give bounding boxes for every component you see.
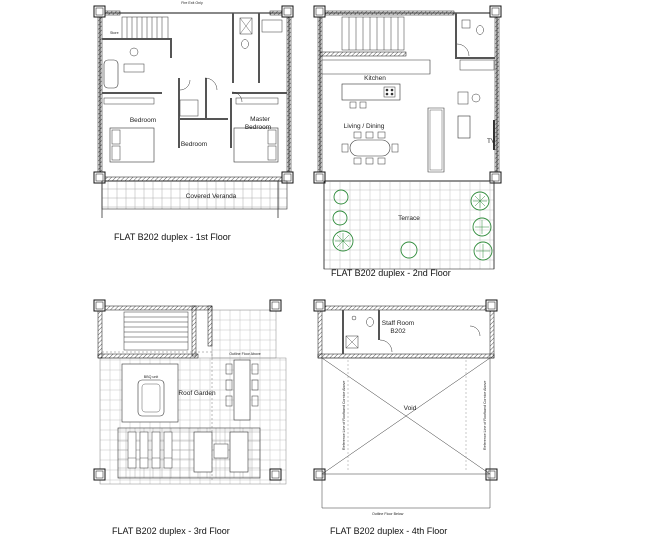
staff-room-code-label: B202 xyxy=(390,328,406,335)
caption-floor-2: FLAT B202 duplex - 2nd Floor xyxy=(331,268,451,278)
master-bedroom-label-2: Bedroom xyxy=(244,124,272,131)
bbq-unit-label: BBQ unit xyxy=(143,375,159,379)
veranda-label: Covered Veranda xyxy=(185,193,237,200)
reference-line-right-label: Reference Line of Roofband Cornice Above xyxy=(483,380,487,450)
bedroom-mid-label: Bedroom xyxy=(180,141,208,148)
floor-4-plan xyxy=(314,300,497,516)
floor-1-plan xyxy=(94,1,293,218)
staff-room-label: Staff Room xyxy=(381,320,415,327)
caption-floor-3: FLAT B202 duplex - 3rd Floor xyxy=(112,526,230,536)
fire-exit-label: Fire Exit Only xyxy=(181,1,203,5)
store-label: Store xyxy=(110,31,119,35)
floor-2-plan xyxy=(314,6,501,269)
terrace-label: Terrace xyxy=(398,215,420,222)
kitchen-label: Kitchen xyxy=(364,75,386,82)
caption-floor-1: FLAT B202 duplex - 1st Floor xyxy=(114,232,231,242)
caption-floor-4: FLAT B202 duplex - 4th Floor xyxy=(330,526,448,536)
master-bedroom-label-1: Master xyxy=(250,116,270,123)
reference-line-left-label: Reference Line of Roofband Cornice Above xyxy=(342,380,346,450)
floor-3-plan xyxy=(94,300,286,484)
bedroom-left-label: Bedroom xyxy=(129,117,157,124)
void-label: Void xyxy=(403,405,417,412)
outline-floor-above-label: Outline Floor Above xyxy=(229,352,261,356)
tv-label: TV xyxy=(487,138,496,145)
roof-garden-label: Roof Garden xyxy=(178,390,216,397)
outline-floor-below-label: Outline Floor Below xyxy=(372,512,404,516)
living-dining-label: Living / Dining xyxy=(343,123,385,130)
